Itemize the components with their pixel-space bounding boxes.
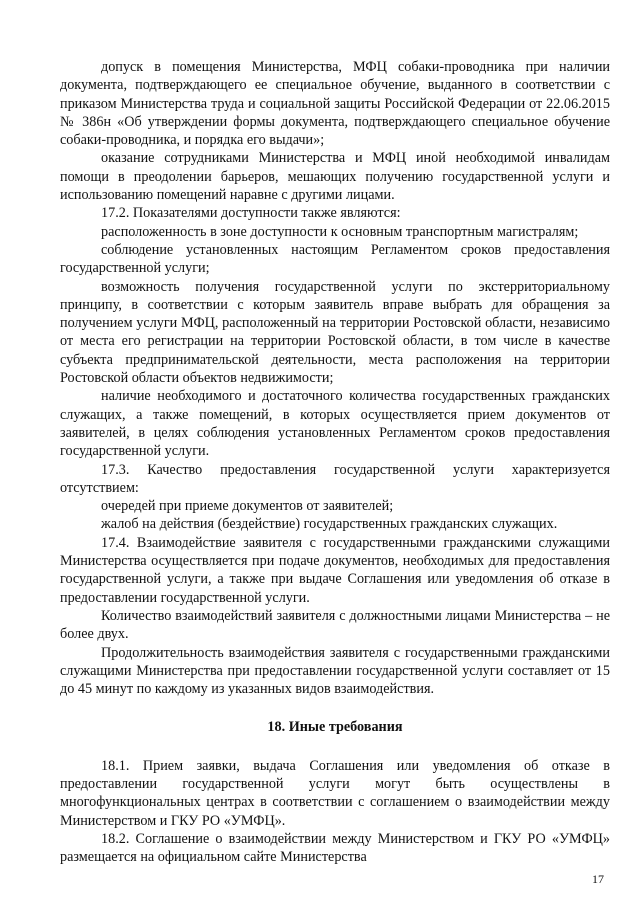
page-number: 17	[592, 872, 604, 886]
paragraph-17-3: 17.3. Качество предоставления государственной услуги характеризуется отсутствием:	[60, 461, 610, 496]
paragraph-interaction-duration: Продолжительность взаимодействия заявителя с государственными гражданскими служащими Министерства при предоставлении государственной услуги составляет от 15 до 45 минут по каждому из указанных видов взаимодействия.	[60, 644, 610, 698]
paragraph-17-2: 17.2. Показателями доступности также являются:	[101, 205, 401, 222]
section-heading: 18. Иные требования	[267, 719, 403, 736]
paragraph-transport: расположенность в зоне доступности к основным транспортным магистралям;	[101, 223, 579, 240]
paragraph-staff: наличие необходимого и достаточного количества государственных гражданских служащих, а также помещений, в которых осуществляется прием документов от заявителей, в целях соблюдения установленных Регламентом сроков предоставления государственной услуги.	[60, 388, 610, 460]
paragraph-guide-dog: допуск в помещения Министерства, МФЦ собаки-проводника при наличии документа, подтверждающего ее специальное обучение, выданного в соответствии с приказом Министерства труда и социальной защиты Российской Федерации от 22.06.2015 № 386н «Об утверждении формы документа, подтверждающего специальное обучение собаки-проводника, и порядка его выдачи»;	[60, 59, 610, 149]
paragraph-extraterritorial: возможность получения государственной услуги по экстерриториальному принципу, в соответствии с которым заявитель вправе выбрать для обращения за получением услуги МФЦ, расположенный на территории Ростовской области, независимо от места его регистрации на территории Ростовской области, в том числе в качестве субъекта предпринимательской деятельности, места расположения на территории Ростовской области объектов недвижимости;	[60, 278, 610, 387]
paragraph-interaction-count: Количество взаимодействий заявителя с должностными лицами Министерства – не более двух.	[60, 607, 610, 643]
paragraph-18-1: 18.1. Прием заявки, выдача Соглашения или уведомления об отказе в предоставлении государственной услуги могут быть осуществлены в многофункциональных центрах в соответствии с соглашением о взаимодействии между Министерством и ГКУ РО «УМФЦ».	[60, 757, 610, 829]
paragraph-18-2: 18.2. Соглашение о взаимодействии между Министерством и ГКУ РО «УМФЦ» размещается на официальном сайте Министерства	[60, 830, 610, 866]
paragraph-17-4: 17.4. Взаимодействие заявителя с государственными гражданскими служащими Министерства осуществляется при подаче документов, необходимых для предоставления государственной услуги, а также при выдаче Соглашения или уведомления об отказе в предоставлении государственной услуги.	[60, 534, 610, 606]
paragraph-complaints: жалоб на действия (бездействие) государственных гражданских служащих.	[101, 516, 558, 533]
paragraph-deadlines: соблюдение установленных настоящим Регламентом сроков предоставления государственной услуги;	[60, 241, 610, 277]
paragraph-queues: очередей при приеме документов от заявителей;	[101, 498, 394, 515]
document-body	[60, 58, 610, 866]
paragraph-assistance: оказание сотрудниками Министерства и МФЦ иной необходимой инвалидам помощи в преодолении барьеров, мешающих получению государственной услуги и использованию помещений наравне с другими лицами.	[60, 150, 610, 204]
